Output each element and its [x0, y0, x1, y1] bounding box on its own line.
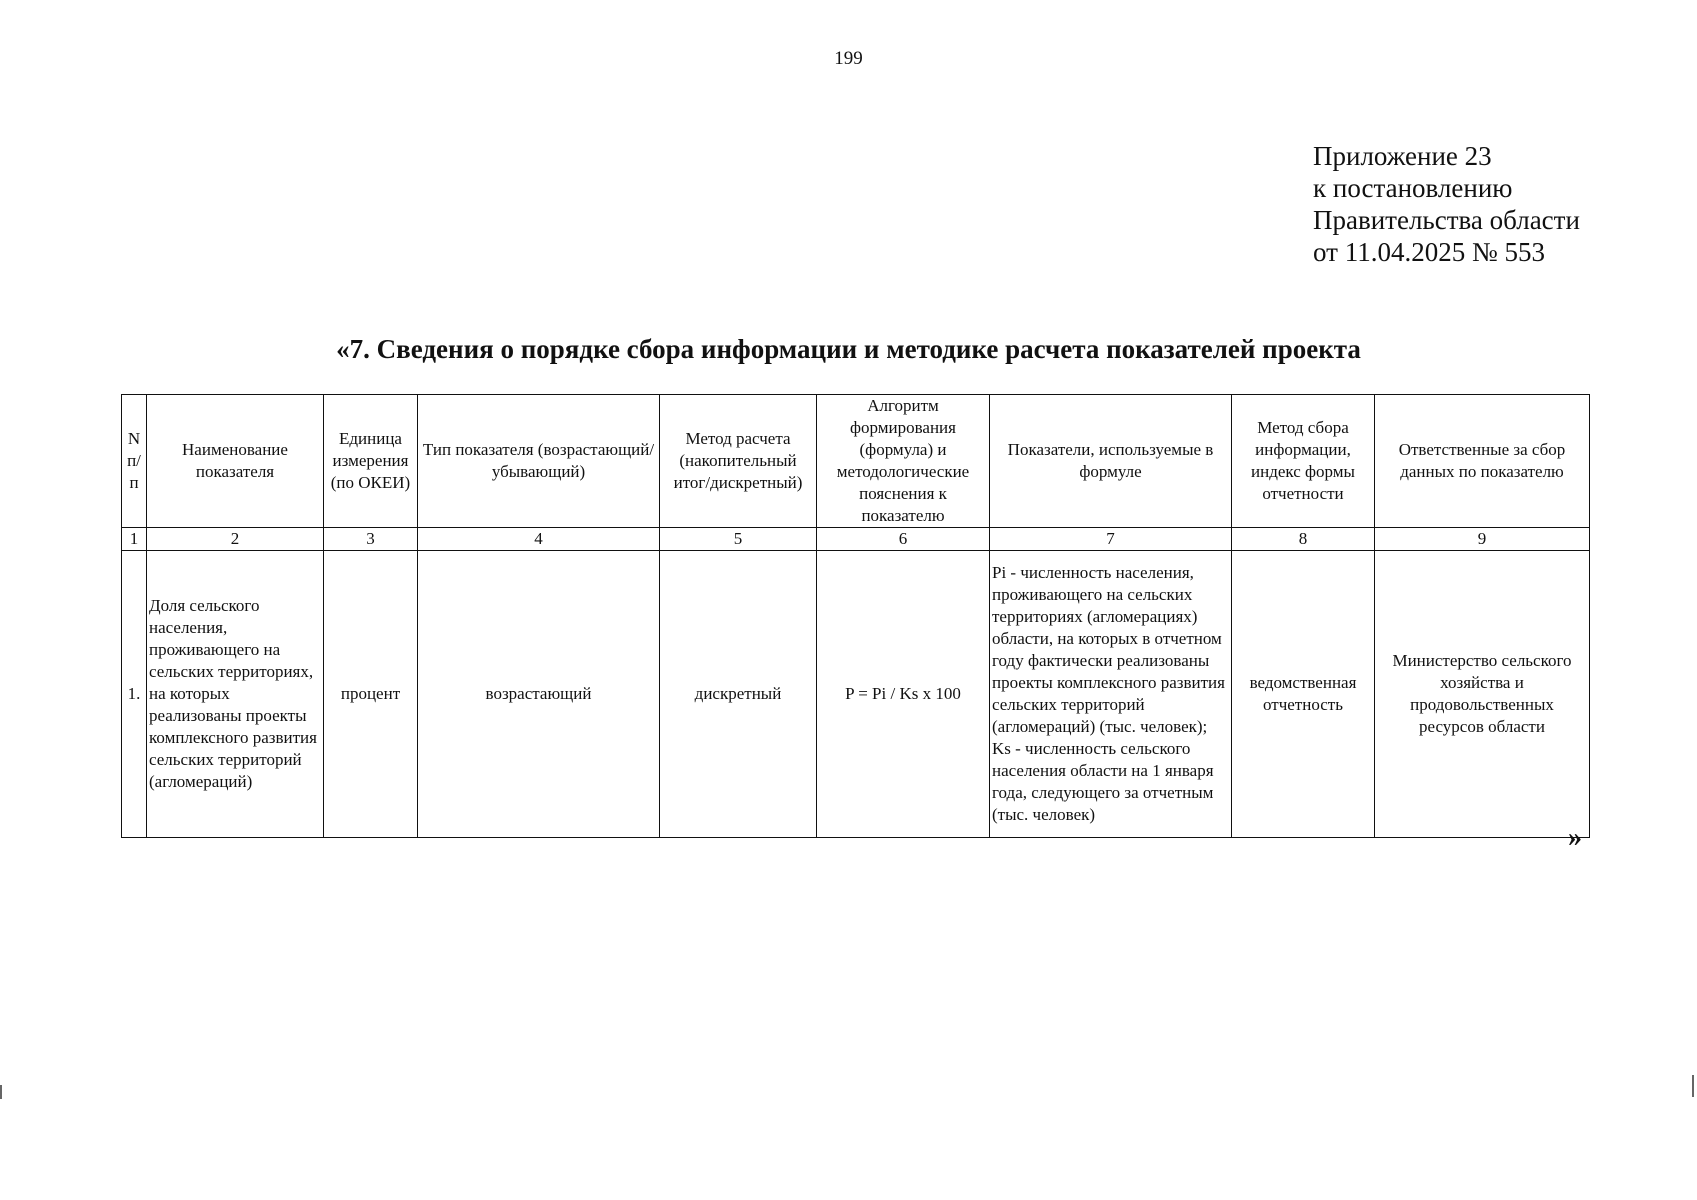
- row-unit-cell: процент: [324, 551, 418, 838]
- appendix-line: от 11.04.2025 № 553: [1313, 237, 1545, 267]
- page-number: 199: [834, 48, 863, 69]
- column-number-row: [122, 528, 1590, 551]
- header-cell-unit: Единица измерения (по ОКЕИ): [324, 395, 418, 528]
- row-name-cell: Доля сельского населения, проживающего на сельских территориях, на которых реализованы проекты комплексного развития сельских территорий (агломераций): [147, 551, 324, 838]
- row-indicators-cell: [990, 551, 1232, 838]
- column-number: 1: [122, 528, 147, 551]
- column-number: 4: [418, 528, 660, 551]
- column-number: 5: [660, 528, 817, 551]
- scan-edge-mark: [1692, 1075, 1694, 1097]
- header-cell-name: Наименование показателя: [147, 395, 324, 528]
- column-number: 8: [1232, 528, 1375, 551]
- appendix-block: [1313, 140, 1580, 268]
- appendix-line: к постановлению: [1313, 173, 1513, 203]
- row-num-cell: 1.: [122, 551, 147, 838]
- header-cell-num: N п/п: [122, 395, 147, 528]
- table-row: [122, 551, 1590, 838]
- row-algorithm-cell: P = Pi / Ks x 100: [817, 551, 990, 838]
- indicators-table: [121, 394, 1590, 838]
- appendix-line: Приложение 23: [1313, 141, 1492, 171]
- row-collection-cell: ведомственная отчетность: [1232, 551, 1375, 838]
- document-title: «7. Сведения о порядке сбора информации и методике расчета показателей проекта: [336, 334, 1361, 364]
- indicator-pi-text: Pi - численность населения, проживающего на сельских территориях (агломерациях) области, на которых в отчетном году фактически реализованы проекты комплексного развития сельских территорий (агломераций) (тыс. человек);: [992, 563, 1225, 736]
- header-cell-responsible: Ответственные за сбор данных по показателю: [1375, 395, 1590, 528]
- row-method-cell: дискретный: [660, 551, 817, 838]
- table-header-row: [122, 395, 1590, 528]
- header-cell-method: Метод расчета (накопительный итог/дискретный): [660, 395, 817, 528]
- column-number: 3: [324, 528, 418, 551]
- header-cell-collection: Метод сбора информации, индекс формы отчетности: [1232, 395, 1375, 528]
- row-type-cell: возрастающий: [418, 551, 660, 838]
- appendix-line: Правительства области: [1313, 205, 1580, 235]
- header-cell-indicators: Показатели, используемые в формуле: [990, 395, 1232, 528]
- scan-edge-mark: [0, 1085, 2, 1099]
- column-number: 2: [147, 528, 324, 551]
- indicator-ks-text: Ks - численность сельского населения области на 1 января года, следующего за отчетным (тыс. человек): [992, 739, 1214, 824]
- row-responsible-cell: Министерство сельского хозяйства и продовольственных ресурсов области: [1375, 551, 1590, 838]
- column-number: 6: [817, 528, 990, 551]
- header-cell-type: Тип показателя (возрастающий/убывающий): [418, 395, 660, 528]
- column-number: 9: [1375, 528, 1590, 551]
- header-cell-algorithm: Алгоритм формирования (формула) и методологические пояснения к показателю: [817, 395, 990, 528]
- column-number: 7: [990, 528, 1232, 551]
- closing-quote: »: [1568, 822, 1582, 853]
